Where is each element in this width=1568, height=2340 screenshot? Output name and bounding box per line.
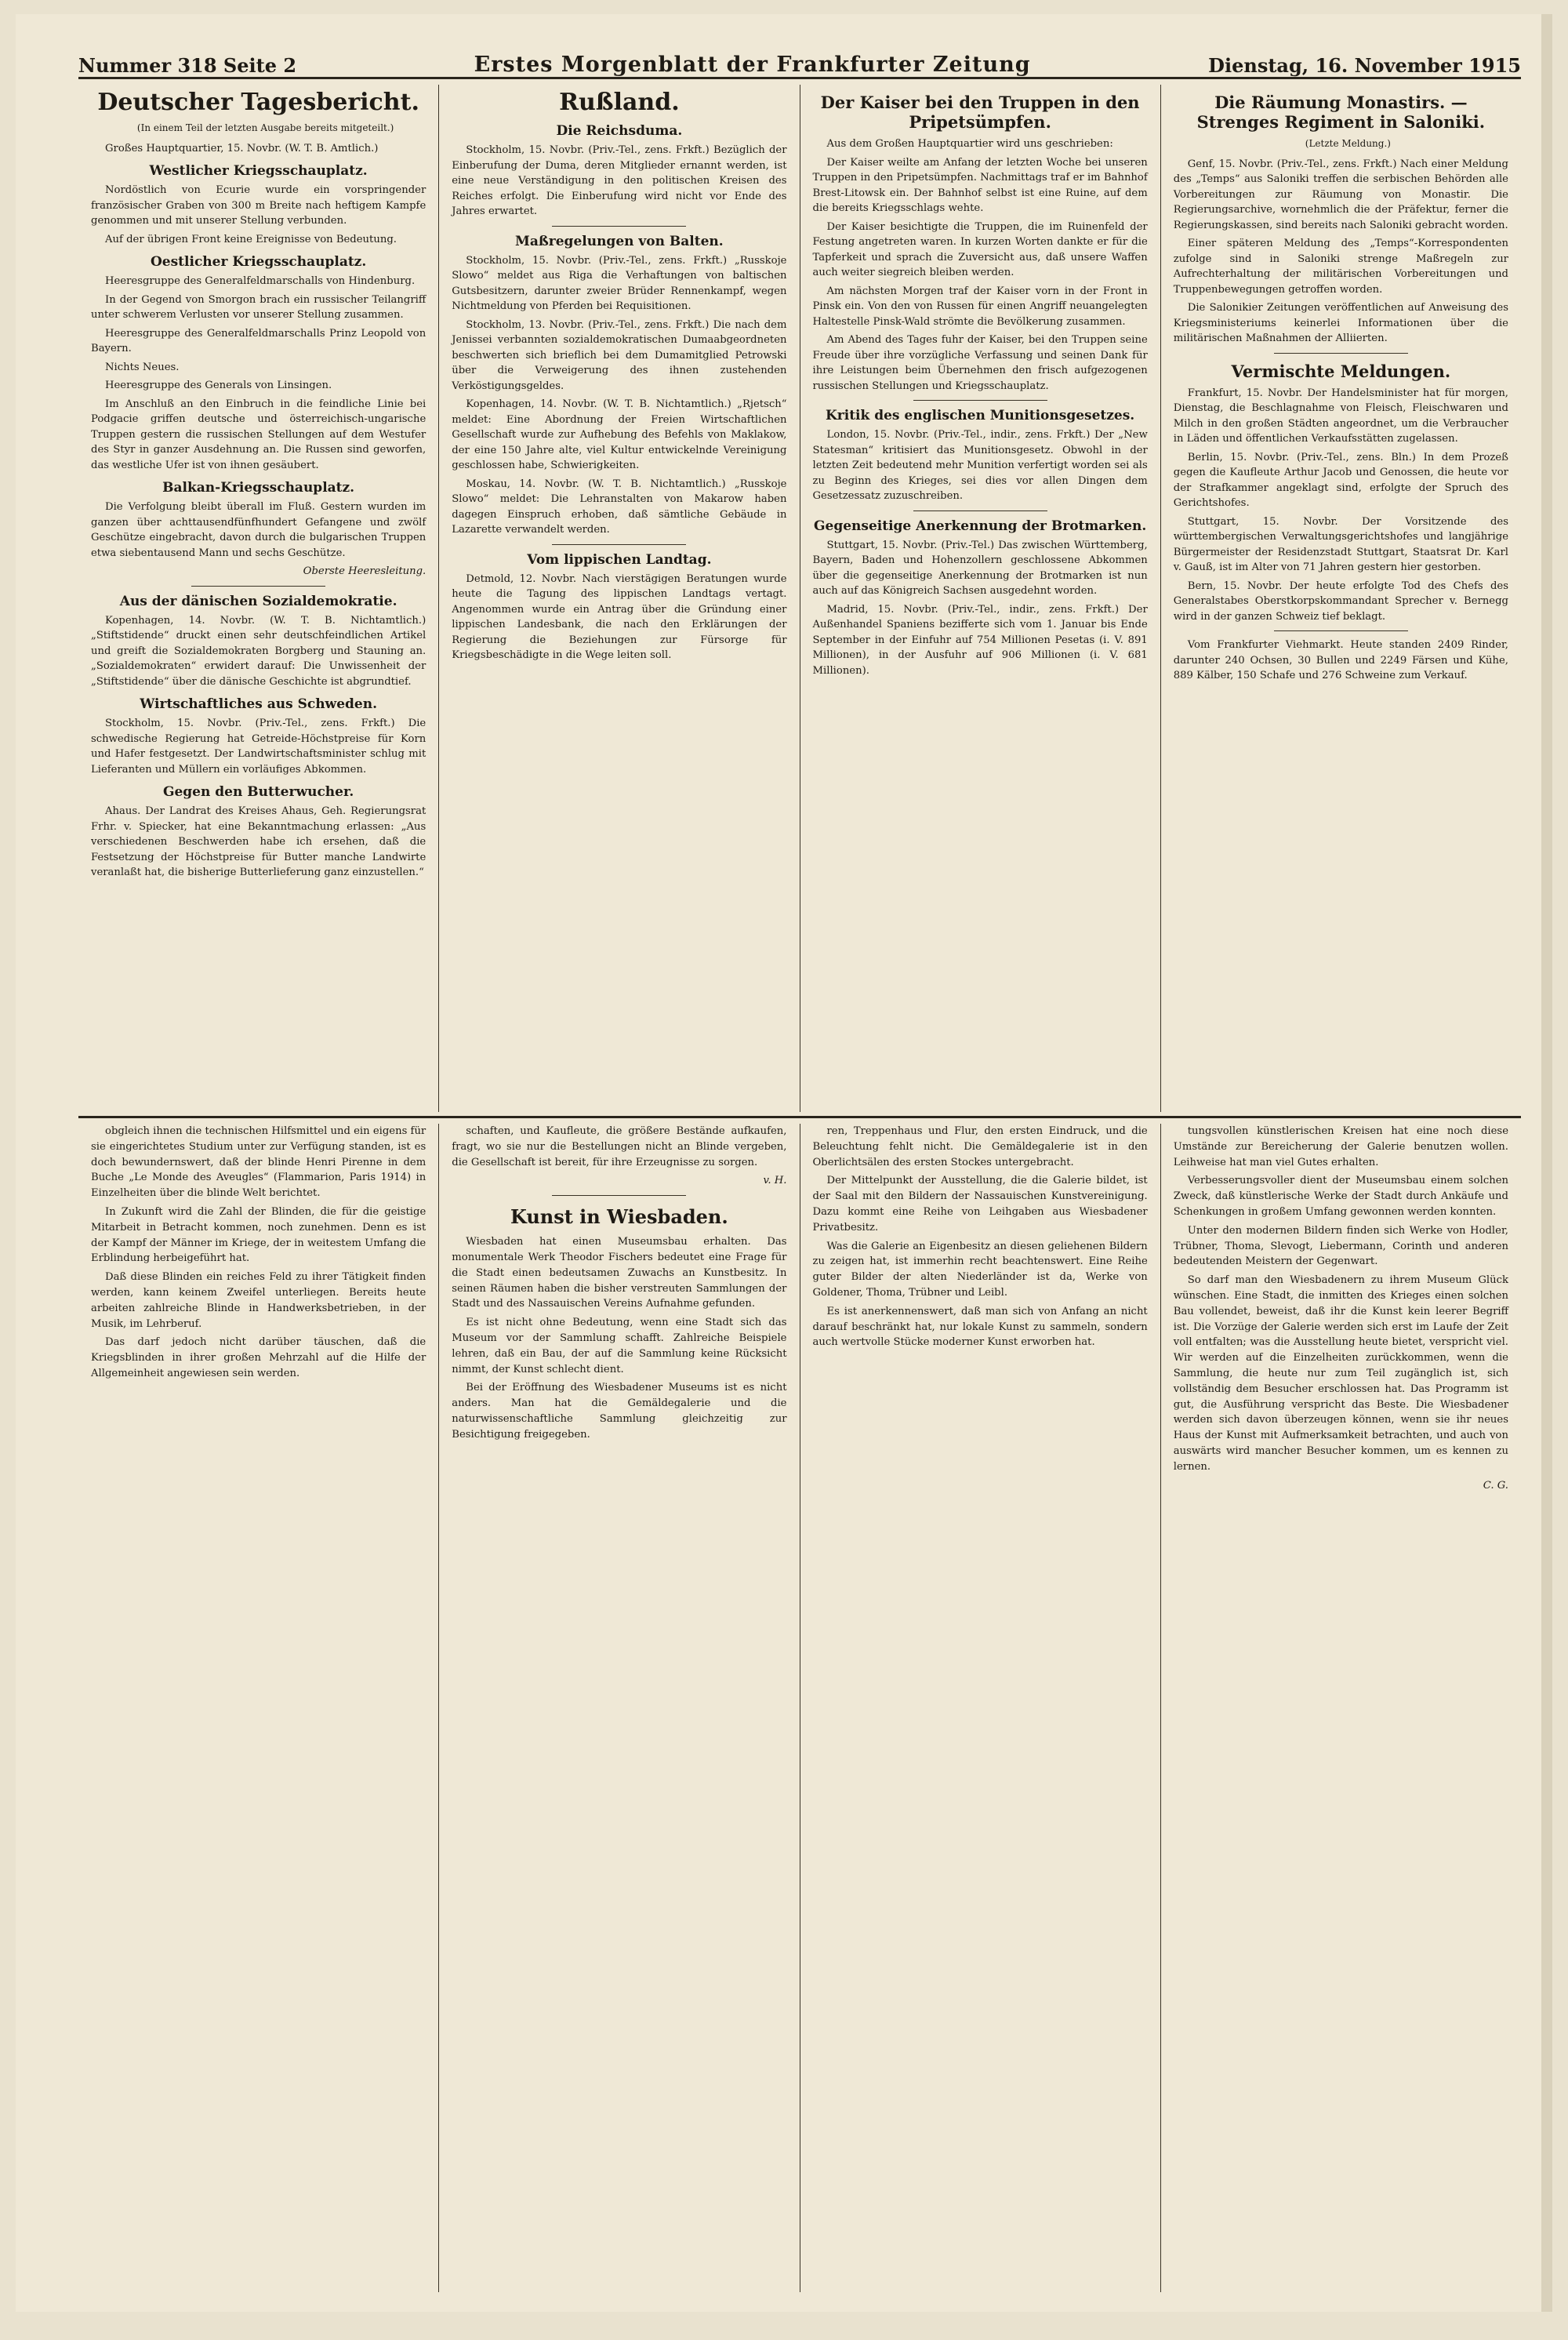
divider-rule (913, 400, 1047, 401)
column-kaiser (800, 85, 1161, 1112)
paragraph: Bern, 15. Novbr. Der heute erfolgte Tod des Chefs des Generalstabes Oberstkorpskommandant Sprecher v. Bernegg wird in der ganzen Schweiz tief beklagt. (1173, 580, 1508, 623)
article-title: Kunst in Wiesbaden. (510, 1205, 728, 1229)
section-heading: Westlicher Kriegsschauplatz. (149, 163, 368, 179)
paragraph: Verbesserungsvoller dient der Museumsbau einem solchen Zweck, daß künstlerische Werke der Stadt durch Ankäufe und Schenkungen in großem Umfang gewonnen werden konnten. (1173, 1175, 1508, 1218)
article-title: Die Räumung Monastirs. — Strenges Regiment in Saloniki. (1196, 93, 1486, 132)
paragraph: Im Anschluß an den Einbruch in die feindliche Linie bei Podgacie griffen deutsche und österreichisch-ungarische Truppen gestern die russischen Stellungen auf dem Westufer des Styr in ganzer Ausdehnung an. Die Russen sind geworfen, das westliche Ufer ist von ihnen gesäubert. (91, 398, 426, 471)
upper-section (78, 85, 1521, 1112)
signature: v. H. (763, 1175, 787, 1187)
paragraph: So darf man den Wiesbadenern zu ihrem Museum Glück wünschen. Eine Stadt, die inmitten des Krieges einen solchen Bau vollendet, beweist, daß ihr die Kunst kein leerer Begriff ist. Die Vorzüge der Galerie werden sich erst im Laufe der Zeit voll entfalten; was die Ausstellung heute bietet, verspricht viel. Wir werden auf die Einzelheiten zurückkommen, wenn die Sammlung, die heute nur zum Teil zugänglich ist, sich vollständig dem Besucher erschlossen hat. Das Programm ist gut, die Ausführung verspricht das Beste. Die Wiesbadener werden sich davon überzeugen können, wenn sie ihr neues Haus der Kunst mit Aufmerksamkeit betrachten, und auch von auswärts wird mancher Besucher kommen, um es kennen zu lernen. (1173, 1274, 1508, 1473)
paragraph: Stuttgart, 15. Novbr. Der Vorsitzende des württembergischen Verwaltungsgerichtshofes und langjährige Bürgermeister der Residenzstadt Stuttgart, Staatsrat Dr. Karl v. Gauß, ist im Alter von 71 Jahren gestern hier gestorben. (1173, 515, 1508, 573)
paragraph: tungsvollen künstlerischen Kreisen hat eine noch diese Umstände zur Bereicherung der Galerie benutzen wollen. Leihweise hat man viel Gutes erhalten. (1173, 1125, 1508, 1168)
paragraph: Moskau, 14. Novbr. (W. T. B. Nichtamtlich.) „Russkoje Slowo“ meldet: Die Lehranstalten von Makarow haben dagegen Einspruch erhoben, daß sämtliche Gebäude in Lazarette verwandelt werden. (452, 478, 787, 536)
newspaper-page (16, 14, 1552, 2312)
paragraph: Die Salonikier Zeitungen veröffentlichen auf Anweisung des Kriegsministeriums keinerlei Informationen über die militärischen Maßnahmen der Alliierten. (1173, 302, 1508, 344)
dateline: Großes Hauptquartier, 15. Novbr. (W. T. B. Amtlich.) (105, 142, 379, 154)
paragraph: Berlin, 15. Novbr. (Priv.-Tel., zens. Bln.) In dem Prozeß gegen die Kaufleute Arthur Jacob und Genossen, die heute vor der Strafkammer angeklagt sind, erfolgte der Spruch des Gerichtshofes. (1173, 451, 1508, 509)
divider-rule (1274, 630, 1408, 631)
article-subtitle: (In einem Teil der letzten Ausgabe bereits mitgeteilt.) (136, 122, 394, 133)
paragraph: Das darf jedoch nicht darüber täuschen, daß die Kriegsblinden in ihrer großen Mehrzahl auf die Hilfe der Allgemeinheit angewiesen sein werden. (91, 1336, 426, 1379)
divider-rule (552, 544, 686, 545)
section-heading: Vom lippischen Landtag. (527, 551, 712, 568)
page-binding-edge (1541, 14, 1552, 2312)
paragraph: Wiesbaden hat einen Museumsbau erhalten. Das monumentale Werk Theodor Fischers bedeutet eine Frage für die Stadt einen bedeutsamen Zuwachs an Kunstbesitz. In seinen Räumen haben die bisher verstreuten Sammlungen der Stadt und des Nassauischen Vereins Aufnahme gefunden. (452, 1236, 787, 1310)
article-title: Der Kaiser bei den Truppen in den Pripetsümpfen. (820, 93, 1140, 132)
column-kunst-end (1161, 1124, 1521, 2292)
paragraph: obgleich ihnen die technischen Hilfsmittel und ein eigens für sie eingerichtetes Studium unter zur Verfügung standen, ist es doch bewundernswert, daß der blinde Henri Pirenne in dem Buche „Le Monde des Aveugles“ (Flammarion, Paris 1914) in Einzelheiten über die blinde Welt berichtet. (91, 1125, 426, 1200)
paragraph: Es ist anerkennenswert, daß man sich von Anfang an nicht darauf beschränkt hat, nur lokale Kunst zu sammeln, sondern auch wertvolle Stücke moderner Kunst erworben hat. (812, 1305, 1148, 1349)
section-heading: Balkan-Kriegsschauplatz. (162, 480, 355, 496)
dateline: Aus dem Großen Hauptquartier wird uns geschrieben: (826, 138, 1113, 150)
issue-number: Nummer 318 Seite 2 (78, 54, 297, 77)
column-kunst (439, 1124, 800, 2292)
paragraph: Daß diese Blinden ein reiches Feld zu ihrer Tätigkeit finden werden, kann keinem Zweifel unterliegen. Bereits heute arbeiten zahlreiche Blinde in Handwerksbetrieben, in der Musik, im Lehrberuf. (91, 1271, 426, 1330)
paragraph: Ahaus. Der Landrat des Kreises Ahaus, Geh. Regierungsrat Frhr. v. Spiecker, hat eine Bekanntmachung erlassen: „Aus verschiedenen Beschwerden habe ich ersehen, daß die Festsetzung der Höchstpreise für Butter manche Landwirte veranlaßt hat, die bisherige Butterlieferung ganz einzustellen.“ (91, 805, 426, 878)
paragraph: Madrid, 15. Novbr. (Priv.-Tel., indir., zens. Frkft.) Der Außenhandel Spaniens bezifferte sich vom 1. Januar bis Ende September in der Einfuhr auf 754 Millionen Pesetas (i. V. 891 Millionen), in der Ausfuhr auf 906 Millionen (i. V. 681 Millionen). (812, 603, 1148, 677)
paragraph: Stockholm, 15. Novbr. (Priv.-Tel., zens. Frkft.) „Russkoje Slowo“ meldet aus Riga die Verhaftungen von baltischen Gutsbesitzern, darunter zweier Brüder Rennenkampf, wegen Nichtmeldung von Pferden bei Requisitionen. (452, 254, 787, 312)
signature: C. G. (1483, 1479, 1508, 1492)
article-title: Deutscher Tagesbericht. (97, 89, 419, 116)
newspaper-title: Erstes Morgenblatt der Frankfurter Zeitung (474, 53, 1031, 77)
paragraph: Genf, 15. Novbr. (Priv.-Tel., zens. Frkft.) Nach einer Meldung des „Temps“ aus Saloniki treffen die serbischen Behörden alle Vorbereitungen zur Räumung von Monastir. Die Regierungsarchive, wornehmlich die der Präfektur, ferner die Regierungskassen, sind bereits nach Saloniki gebracht worden. (1173, 158, 1508, 231)
section-heading: Oestlicher Kriegsschauplatz. (150, 254, 367, 270)
column-monastir (1161, 85, 1521, 1112)
paragraph: Vom Frankfurter Viehmarkt. Heute standen 2409 Rinder, darunter 240 Ochsen, 30 Bullen und 2249 Färsen und Kühe, 889 Kälber, 150 Schafe und 276 Schweine zum Verkauf. (1173, 639, 1508, 681)
section-heading: Gegenseitige Anerkennung der Brotmarken. (813, 518, 1147, 534)
issue-date: Dienstag, 16. November 1915 (1208, 54, 1521, 77)
section-heading: Wirtschaftliches aus Schweden. (140, 696, 377, 712)
paragraph: Heeresgruppe des Generalfeldmarschalls von Hindenburg. (105, 275, 416, 287)
paragraph: Die Verfolgung bleibt überall im Fluß. Gestern wurden im ganzen über achttausendfünfhundert Gefangene und zwölf Geschütze eingebracht, davon durch die bulgarischen Truppen etwa siebentausend Mann und sechs Geschütze. (91, 501, 426, 559)
divider-rule (191, 586, 325, 587)
paragraph: Nichts Neues. (105, 361, 180, 373)
paragraph: Unter den modernen Bildern finden sich Werke von Hodler, Trübner, Thoma, Slevogt, Liebermann, Corinth und anderen bedeutenden Meistern der Gegenwart. (1173, 1224, 1508, 1268)
paragraph: Stockholm, 15. Novbr. (Priv.-Tel., zens. Frkft.) Bezüglich der Einberufung der Duma, deren Mitglieder ernannt werden, ist eine neue Verständigung in den politischen Kreisen des Reiches erfolgt. Die Einberufung wird nicht vor Ende des Jahres erwartet. (452, 144, 787, 217)
paragraph: Heeresgruppe des Generalfeldmarschalls Prinz Leopold von Bayern. (91, 327, 426, 354)
section-heading: Die Reichsduma. (556, 123, 683, 139)
paragraph: In der Gegend von Smorgon brach ein russischer Teilangriff unter schwerem Verlusten vor unserer Stellung zusammen. (91, 293, 426, 321)
article-subtitle: (Letzte Meldung.) (1305, 138, 1391, 149)
paragraph: London, 15. Novbr. (Priv.-Tel., indir., zens. Frkft.) Der „New Statesman“ kritisiert das Munitionsgesetz. Obwohl in der letzten Zeit bedeutend mehr Munition verfertigt worden sei als zu Beginn des Krieges, sei dies vor allen Dingen dem Gesetzessatz zuzuschreiben. (812, 429, 1148, 502)
paragraph: schaften, und Kaufleute, die größere Bestände aufkaufen, fragt, wo sie nur die Bestellungen nicht an Blinde vergeben, die Gesellschaft ist bereit, für ihre Erzeugnisse zu sorgen. (452, 1125, 787, 1168)
paragraph: Es ist nicht ohne Bedeutung, wenn eine Stadt sich das Museum vor der Sammlung schafft. Zahlreiche Beispiele lehren, daß ein Bau, der auf die Sammlung keine Rücksicht nimmt, der Kunst schlecht dient. (452, 1317, 787, 1375)
paragraph: Was die Galerie an Eigenbesitz an diesen geliehenen Bildern zu zeigen hat, ist immerhin recht beachtenswert. Eine Reihe guter Bilder der alten Niederländer ist da, Werke von Goldener, Thoma, Trübner und Leibl. (812, 1240, 1148, 1299)
paragraph: Kopenhagen, 14. Novbr. (W. T. B. Nichtamtlich.) „Stiftstidende“ druckt einen sehr deutschfeindlichen Artikel und greift die Sozialdemokraten Borgberg und Stauning an. „Sozialdemokraten“ erwidert darauf: Die Unwissenheit der „Stiftstidende“ über die dänische Geschichte ist abgrundtief. (91, 614, 426, 688)
divider-rule (552, 1195, 686, 1196)
column-tagesbericht (78, 85, 439, 1112)
paragraph: Stuttgart, 15. Novbr. (Priv.-Tel.) Das zwischen Württemberg, Bayern, Baden und Hohenzollern geschlossene Abkommen über die gegenseitige Anerkennung der Brotmarken ist nun auch auf das Königreich Sachsen ausgedehnt worden. (812, 539, 1148, 597)
paragraph: Frankfurt, 15. Novbr. Der Handelsminister hat für morgen, Dienstag, die Beschlagnahme von Fleisch, Fleischwaren und Milch in den großen Städten angeordnet, um die Verbraucher in Läden und öffentlichen Verkaufsstätten zugelassen. (1173, 387, 1508, 445)
paragraph: Detmold, 12. Novbr. Nach vierstägigen Beratungen wurde heute die Tagung des lippischen Landtags vertagt. Angenommen wurde ein Antrag über die Gründung einer lippischen Landesbank, die nach den Erklärungen der Regierung die Beziehungen zur Fürsorge für Kriegsbeschädigte in die Wege leiten soll. (452, 572, 787, 661)
section-heading: Vermischte Meldungen. (1231, 361, 1451, 381)
paragraph: ren, Treppenhaus und Flur, den ersten Eindruck, und die Beleuchtung fehlt nicht. Die Gemäldegalerie ist in den Oberlichtsälen des ersten Stockes untergebracht. (812, 1125, 1148, 1168)
paragraph: Kopenhagen, 14. Novbr. (W. T. B. Nichtamtlich.) „Rjetsch“ meldet: Eine Abordnung der Freien Wirtschaftlichen Gesellschaft wurde zur Aufhebung des Befehls von Maklakow, der eine 150 Jahre alte, viel Kultur entwickelnde Vereinigung geschlossen habe, Schwierigkeiten. (452, 398, 787, 471)
section-heading: Gegen den Butterwucher. (162, 784, 354, 800)
paragraph: Nordöstlich von Ecurie wurde ein vorspringender französischer Graben von 300 m Breite nach heftigem Kampfe genommen und mit unserer Stellung verbunden. (91, 184, 426, 227)
paragraph: Stockholm, 13. Novbr. (Priv.-Tel., zens. Frkft.) Die nach dem Jenissei verbannten sozialdemokratischen Dumaabgeordneten beschwerten sich brieflich bei dem Dumamitglied Petrowski über die Verweigerung des ihnen zustehenden Verköstigungsgeldes. (452, 318, 787, 392)
paragraph: Stockholm, 15. Novbr. (Priv.-Tel., zens. Frkft.) Die schwedische Regierung hat Getreide-Höchstpreise für Korn und Hafer festgesetzt. Der Landwirtschaftsminister schlug mit Lieferanten und Müllern ein vorläufiges Abkommen. (91, 718, 426, 776)
paragraph: Der Mittelpunkt der Ausstellung, die die Galerie bildet, ist der Saal mit den Bildern der Nassauischen Kunstvereinigung. Dazu kommt eine Reihe von Leihgaben aus Wiesbadener Privatbesitz. (812, 1175, 1148, 1234)
masthead (78, 31, 1521, 79)
paragraph: Am Abend des Tages fuhr der Kaiser, bei den Truppen seine Freude über ihre vorzügliche Verfassung und seinen Dank für ihre Leistungen beim Übernehmen den frisch aufgezogenen russischen Stellungen und Kriegsschauplatz. (812, 334, 1148, 392)
paragraph: Auf der übrigen Front keine Ereignisse von Bedeutung. (105, 233, 397, 245)
section-heading: Kritik des englischen Munitionsgesetzes. (826, 408, 1135, 423)
paragraph: Heeresgruppe des Generals von Linsingen. (105, 380, 332, 391)
column-kunst-cont (800, 1124, 1161, 2292)
paragraph: Einer späteren Meldung des „Temps“-Korrespondenten zufolge sind in Saloniki strenge Maßregeln zur Aufrechterhaltung der militärischen Vorbereitungen und Truppenbewegungen getroffen worden. (1173, 238, 1508, 296)
feuilleton-divider (78, 1116, 1521, 1118)
feuilleton-section (78, 1124, 1521, 2292)
column-russland (439, 85, 800, 1112)
divider-rule (1274, 353, 1408, 354)
paragraph: Der Kaiser weilte am Anfang der letzten Woche bei unseren Truppen in den Pripetsümpfen. Nachmittags traf er im Bahnhof Brest-Litowsk ein. Der Bahnhof selbst ist eine Ruine, auf dem die bereits Kriegsschlags wehte. (812, 156, 1148, 214)
paragraph: Am nächsten Morgen traf der Kaiser vorn in der Front in Pinsk ein. Von den von Russen für einen Angriff neuangelegten Haltestelle Pinsk-Wald strömte die Bevölkerung zusammen. (812, 285, 1148, 328)
section-heading: Maßregelungen von Balten. (515, 233, 724, 249)
paragraph: Bei der Eröffnung des Wiesbadener Museums ist es nicht anders. Man hat die Gemäldegalerie und die naturwissenschaftliche Sammlung gleichzeitig zur Besichtigung freigegeben. (452, 1382, 787, 1441)
divider-rule (552, 226, 686, 227)
signature: Oberste Heeresleitung. (303, 565, 426, 577)
section-heading: Aus der dänischen Sozialdemokratie. (119, 593, 397, 609)
column-blinde (78, 1124, 439, 2292)
paragraph: Der Kaiser besichtigte die Truppen, die im Ruinenfeld der Festung angetreten waren. In kurzen Worten dankte er für die Tapferkeit und sprach die Zuversicht aus, daß unsere Waffen auch weiter siegreich bleiben werden. (812, 220, 1148, 278)
article-title: Rußland. (559, 89, 680, 116)
paragraph: In Zukunft wird die Zahl der Blinden, die für die geistige Mitarbeit in Betracht kommen, noch zunehmen. Denn es ist der Kampf der Männer im Kriege, der in weitestem Umfang die Erblindung herbeigeführt hat. (91, 1205, 426, 1265)
